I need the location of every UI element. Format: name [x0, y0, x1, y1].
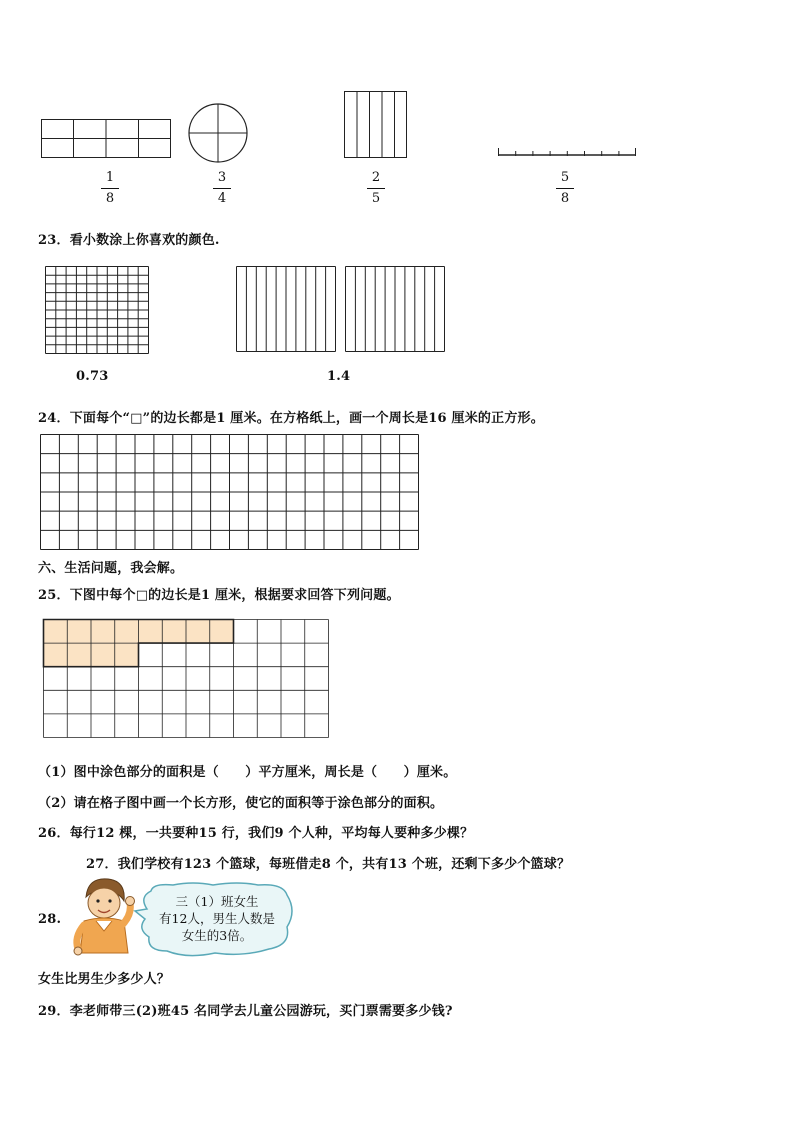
tenths-strip-grid-2	[345, 266, 445, 352]
bubble-line-2: 有12人，男生人数是	[159, 911, 275, 926]
question-24-label: 24．下面每个“□”的边长都是1 厘米。在方格纸上，画一个周长是16 厘米的正方形。	[38, 411, 544, 426]
question-23-label: 23．看小数涂上你喜欢的颜色.	[38, 233, 220, 248]
square-paper-grid[interactable]	[40, 434, 420, 551]
speech-bubble-text	[148, 893, 286, 944]
question-25-sub1: （1）图中涂色部分的面积是（ ）平方厘米，周长是（ ）厘米。	[38, 765, 457, 780]
rectangle-eighths-figure	[41, 119, 171, 159]
fraction-five-eighths: 5 8	[555, 170, 575, 207]
tenths-strip-grid-1	[236, 266, 336, 352]
fraction-two-fifths: 2 5	[366, 170, 386, 207]
question-29: 29．李老师带三(2)班45 名同学去儿童公园游玩，买门票需要多少钱?	[38, 1004, 453, 1019]
question-25-label: 25．下图中每个□的边长是1 厘米，根据要求回答下列问题。	[38, 588, 400, 603]
boy-illustration	[66, 875, 138, 957]
bubble-line-1: 三（1）班女生	[175, 894, 259, 909]
question-27: 27．我们学校有123 个篮球，每班借走8 个，共有13 个班，还剩下多少个篮球？	[86, 857, 571, 872]
section-six-heading: 六、生活问题，我会解。	[38, 561, 184, 576]
question-28-number: 28.	[38, 912, 62, 927]
fraction-three-quarters: 3 4	[212, 170, 232, 207]
question-25-sub2: （2）请在格子图中画一个长方形，使它的面积等于涂色部分的面积。	[38, 796, 444, 811]
decimal-1-4-label: 1.4	[327, 369, 351, 384]
segment-line-figure	[497, 146, 637, 158]
decimal-0-73-label: 0.73	[76, 369, 109, 384]
hundred-square-grid	[45, 266, 149, 354]
rectangle-fifths-figure	[344, 91, 408, 159]
question-28-text: 女生比男生少多少人？	[38, 972, 171, 987]
fraction-one-eighth: 1 8	[100, 170, 120, 207]
circle-quarters-figure	[188, 103, 248, 163]
question-26: 26．每行12 棵，一共要种15 行，我们9 个人种，平均每人要种多少棵？	[38, 826, 474, 841]
bubble-line-3: 女生的3倍。	[181, 928, 253, 943]
shaded-area-grid[interactable]	[43, 619, 330, 739]
